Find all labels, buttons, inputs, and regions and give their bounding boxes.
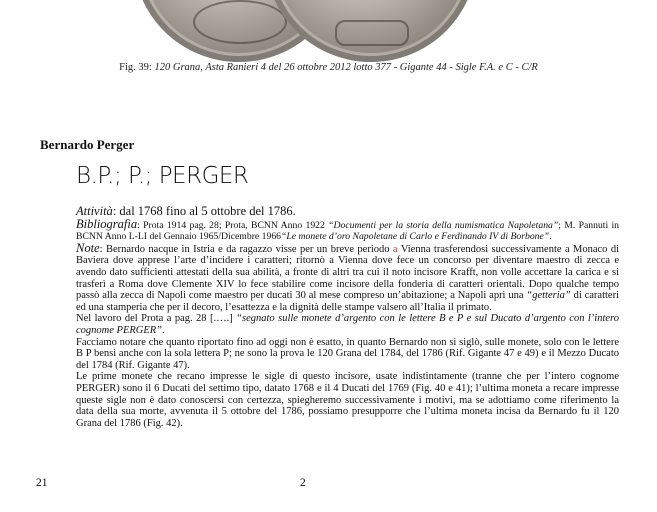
coin-reverse-image [265,0,477,62]
coin-ornament [193,0,287,44]
bib-text: . [549,231,552,243]
bib-title-2: “Le monete d’oro Napoletane di Carlo e Ferdinando IV di Borbone” [281,231,550,243]
facciamo-paragraph: Facciamo notare che quanto riportato fino ad oggi non è esatto, in quanto Bernardo non si siglò, sulle monete, solo con le lettere B P bensì anche con la sola lettera P; ne sono la prova le 120 Grana del 1784, del 1786 (Rif. Gigante 47 e 49) e il Mezzo Ducato del 1784 (Rif. Gigante 47). [76,336,619,371]
bib-text: : Prota 1914 pag. 28; Prota, BCNN Anno 1922 [137,219,329,231]
note-label: Note [76,240,100,255]
note-italic: “getteria” [526,290,571,302]
article-body [76,206,619,429]
bib-title-1: “Documenti per la storia della numismatica Napoletana” [328,219,559,231]
note-text: di caratteri ed una stamperia che per il decoro, l’esattezza e la dignità delle stampe valsero all’Italia il primato. [76,290,619,313]
prime-monete-paragraph: Le prime monete che recano impresse le sigle di questo incisore, usate indistintamente (tranne che per l’intero cognome PERGER) sono il 6 Ducati del settimo tipo, datato 1768 e il 4 Ducati del 1769 (Fig. 40 e 41); l’ultima moneta a recare impresse queste sigle non è dato conoscersi con certezza, spiegheremo successivamente i motivi, ma se adottiamo come riferimento la data della sua morte, avvenuta il 5 ottobre del 1786, possiamo presupporre che l’ultima moneta incisa da Bernardo fu il 120 Grana del 1786 (Fig. 42). [76,371,619,429]
attivita-text: : dal 1768 fino al 5 ottobre del 1786. [112,204,296,218]
attivita-label: Attività [76,204,113,218]
bibliografia-paragraph [76,216,619,243]
caption-prefix: Fig. 39: [119,62,155,73]
caption-text: 120 Grana, Asta Ranieri 4 del 26 ottobre 2012 lotto 377 - Gigante 44 - Sigle F.A. e C - C/R [154,62,538,73]
figure-coin-images [0,0,657,58]
attivita-paragraph [76,206,619,219]
author-heading: Bernardo Perger [40,137,135,152]
prota-text: . [162,324,165,336]
note-highlight: a [392,243,398,255]
sigle-heading: B.P.; P.; PERGER [76,163,249,189]
figure-caption [0,62,657,73]
page-number-left: 21 [36,477,48,489]
note-text: Vienna trasferendosi successivamente a Monaco di Baviera dove apprese l’arte d’incidere i caratteri; ritornò a Vienna dove fece un concorso per diventare maestro di zecca e avendo dato sufficienti attestati della sua abilità, a fronte di altri tra cui il noto incisore Krafft, non volle accettare la carica e si trasferì a Roma dove Clemente XIV lo fece stabilire come incisore della fonderia di caratteri orientali. Dopo qualche tempo passò alla zecca di Napoli come maestro per ducati 30 al mese compreso un’abitazione; a Napoli aprì una [76,243,619,302]
prota-text: Nel lavoro del Prota a pag. 28 [.….] [76,313,237,325]
prota-paragraph [76,313,619,336]
bibliografia-label: Bibliografia [76,216,138,231]
note-text: : Bernardo nacque in Istria e da ragazzo visse per un breve periodo [99,243,393,255]
bib-text: ; M. Pannuti in BCNN Anno L-LI del Gennaio 1965/Dicembre 1966 [76,219,619,243]
prota-quote: “segnato sulle monete d’argento con le lettere B e P e sul Ducato d’argento con l’intero cognome PERGER” [76,313,619,336]
coin-cartouche [335,20,409,46]
note-paragraph [76,240,619,314]
page-number-center: 2 [300,477,306,489]
